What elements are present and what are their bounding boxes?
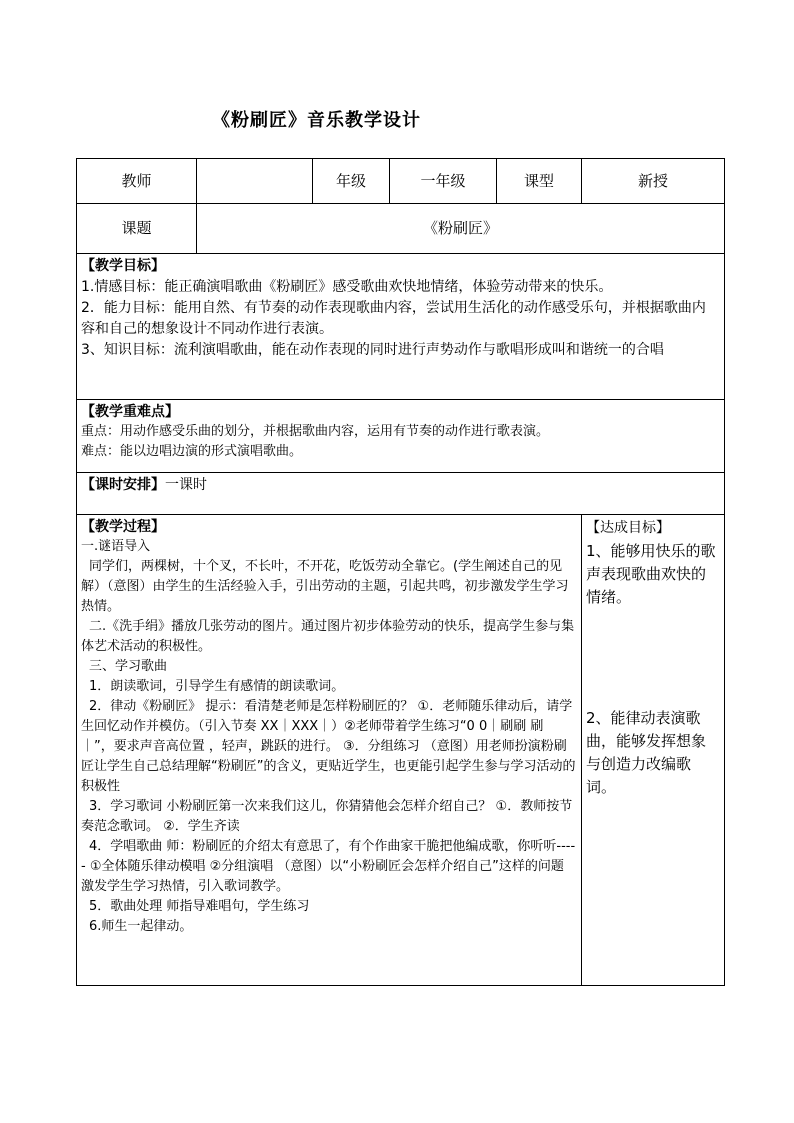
process-lyrics: 3．学习歌词 小粉刷匠第一次来我们这儿，你猜猜他会怎样介绍自己？ ①．教师按节奏范念歌词。 ②．学生齐读: [81, 799, 573, 834]
teacher-label: 教师: [77, 159, 197, 204]
goals-spacer: [586, 609, 720, 707]
process-row: [77, 515, 725, 986]
keypoint-difficulty: 难点：能以边唱边演的形式演唱歌曲。: [81, 444, 303, 459]
process-step-intro: 一.谜语导入: [81, 539, 151, 554]
type-value: 新授: [582, 159, 725, 204]
keypoints-row: [77, 400, 725, 473]
objective-knowledge: 3、知识目标：流利演唱歌曲，能在动作表现的同时进行声势动作与歌唱形成叫和谐统一的合唱: [81, 342, 664, 358]
process-pictures: 二.《洗手绢》播放几张劳动的图片。通过图片初步体验劳动的快乐，提高学生参与集体艺术活动的积极性。: [81, 619, 575, 654]
process-riddle: 同学们，两棵树，十个叉，不长叶，不开花，吃饭劳动全靠它。(学生阐述自己的见解）（意图）由学生的生活经验入手，引出劳动的主题，引起共鸣，初步激发学生学习热情。: [81, 559, 569, 614]
schedule-value: 一课时: [165, 477, 207, 493]
process-heading: 【教学过程】: [81, 519, 165, 535]
schedule-section: [77, 473, 725, 515]
process-learn-song: 三、学习歌曲: [89, 659, 168, 674]
goals-section: [582, 515, 725, 986]
objectives-heading: 【教学目标】: [81, 258, 165, 274]
teacher-value: [197, 159, 313, 204]
topic-value: 《粉刷匠》: [197, 204, 725, 254]
schedule-row: [77, 473, 725, 515]
goals-heading: 【达成目标】: [586, 520, 670, 536]
keypoint-focus: 重点：用动作感受乐曲的划分，并根据歌曲内容，运用有节奏的动作进行歌表演。: [81, 424, 550, 439]
lesson-plan-table: [76, 158, 725, 986]
process-treatment: 5．歌曲处理 师指导难唱句，学生练习: [89, 899, 310, 914]
process-rhythm: 2．律动《粉刷匠》 提示：看清楚老师是怎样粉刷匠的？ ①．老师随乐律动后，请学生回忆动作并模仿。（引入节奏 XX｜XXX｜）②老师带着学生练习“0 0｜刷刷 刷｜”，要求声音高位置 ，轻声，跳跃的进行。 ③．分组练习 （意图）用老师扮演粉刷匠让学生自己总结理解“粉刷匠”的含义，更贴近学生，也更能引起学生参与学习活动的积极性: [81, 699, 576, 794]
goal-item-2: 2、能律动表演歌曲，能够发挥想象与创造力改编歌词。: [586, 709, 707, 796]
schedule-heading: 【课时安排】: [81, 477, 165, 493]
objective-ability: 2．能力目标：能用自然、有节奏的动作表现歌曲内容，尝试用生活化的动作感受乐句，并根据歌曲内容和自己的想象设计不同动作进行表演。: [81, 300, 706, 337]
keypoints-heading: 【教学重难点】: [81, 404, 179, 420]
goal-item-1: 1、能够用快乐的歌声表现歌曲欢快的情绪。: [586, 542, 716, 606]
topic-row: [77, 204, 725, 254]
objective-emotion: 1.情感目标：能正确演唱歌曲《粉刷匠》感受歌曲欢快地情绪，体验劳动带来的快乐。: [81, 279, 613, 295]
grade-label: 年级: [313, 159, 390, 204]
objectives-row: [77, 254, 725, 400]
topic-label: 课题: [77, 204, 197, 254]
keypoints-section: [77, 400, 725, 473]
objectives-section: [77, 254, 725, 400]
process-section: [77, 515, 582, 986]
type-label: 课型: [497, 159, 582, 204]
grade-value: 一年级: [390, 159, 497, 204]
info-row: [77, 159, 725, 204]
process-read-lyrics: 1．朗读歌词，引导学生有感情的朗读歌词。: [89, 679, 345, 694]
page-title: 《粉刷匠》音乐教学设计: [212, 110, 421, 131]
process-move-together: 6.师生一起律动。: [89, 919, 193, 934]
process-sing: 4．学唱歌曲 师：粉刷匠的介绍太有意思了，有个作曲家干脆把他编成歌，你听听----- ①全体随乐律动模唱 ②分组演唱 （意图）以“小粉刷匠会怎样介绍自己”这样的问题激发学生学习热情，引入歌词教学。: [81, 839, 576, 894]
